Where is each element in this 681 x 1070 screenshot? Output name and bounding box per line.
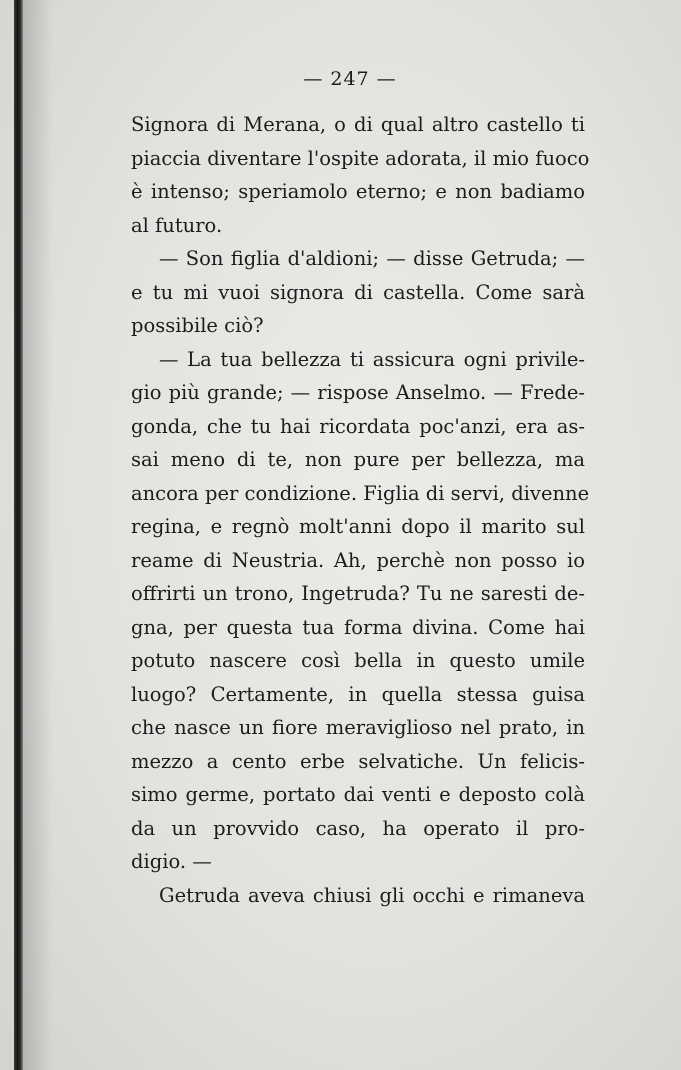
text-line: che nasce un fiore meraviglioso nel prato, in	[131, 716, 585, 739]
text-line: da un provvido caso, ha operato il pro-	[131, 816, 585, 840]
text-line: piaccia diventare l'ospite adorata, il mio fuoco	[131, 146, 590, 170]
text-line: sai meno di te, non pure per bellezza, ma	[131, 448, 585, 471]
body-text	[131, 108, 590, 912]
text-line: ancora per condizione. Figlia di servi, divenne	[131, 481, 590, 505]
text-line: offrirti un trono, Ingetruda? Tu ne saresti de-	[131, 582, 585, 605]
text-line: reame di Neustria. Ah, perchè non posso io	[131, 548, 585, 572]
text-line: gonda, che tu hai ricordata poc'anzi, era as-	[131, 414, 585, 438]
text-line: e tu mi vuoi signora di castella. Come sarà	[131, 280, 585, 304]
text-line: è intenso; speriamolo eterno; e non badiamo	[131, 180, 585, 203]
text-line: mezzo a cento erbe selvatiche. Un felicis-	[131, 749, 585, 773]
text-line: gna, per questa tua forma divina. Come hai	[131, 615, 585, 639]
book-spine	[14, 0, 23, 1070]
text-line: al futuro.	[131, 213, 223, 237]
text-line: Signora di Merana, o di qual altro castello ti	[131, 113, 585, 136]
text-line: digio. —	[131, 850, 212, 873]
text-line: possibile ciò?	[131, 314, 264, 337]
text-line: simo germe, portato dai venti e deposto colà	[131, 783, 585, 806]
spine-shadow	[23, 0, 53, 1070]
text-line: regina, e regnò molt'anni dopo il marito sul	[131, 515, 585, 538]
page-number: — 247 —	[303, 68, 397, 90]
text-line: Getruda aveva chiusi gli occhi e rimaneva	[159, 883, 585, 907]
text-line: luogo? Certamente, in quella stessa guisa	[131, 682, 585, 706]
text-line: — La tua bellezza ti assicura ogni privile-	[159, 347, 585, 371]
text-line: potuto nascere così bella in questo umile	[131, 649, 585, 672]
text-line: — Son figlia d'aldioni; — disse Getruda; —	[159, 247, 585, 270]
text-line: gio più grande; — rispose Anselmo. — Frede-	[131, 381, 585, 404]
